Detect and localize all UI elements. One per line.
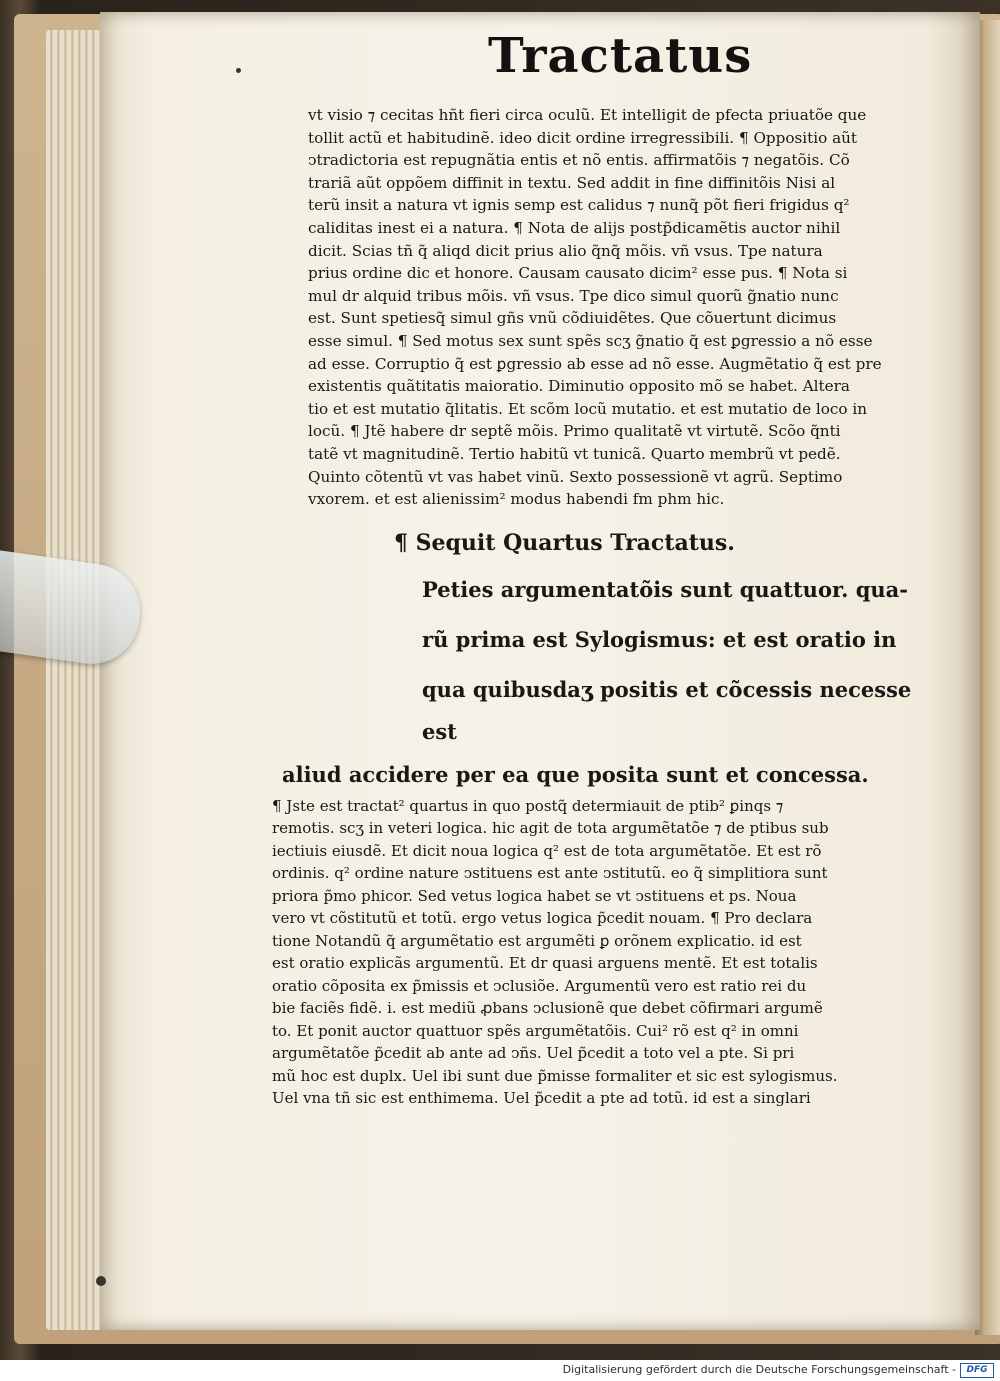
text-line: argumẽtatõe p̃cedit ab ante ad ↄñs. Uel p̃cedit a toto vel a pte. Si pri — [272, 1044, 795, 1063]
text-line: vero vt cõstitutũ et totũ. ergo vetus logica p̃cedit nouam. ¶ Pro declara — [272, 909, 813, 928]
text-line: to. Et ponit auctor quattuor spẽs argumẽtatõis. Cui² rõ est q² in omni — [272, 1021, 799, 1040]
incipit-line: qua quibusdaʒ positis et cõcessis necesse est — [422, 676, 912, 744]
incipit-line: Peties argumentatõis sunt quattuor. qua- — [422, 576, 908, 602]
footer-bar — [0, 1360, 1000, 1381]
text-line: remotis. scʒ in veteri logica. hic agit de tota argumẽtatõe ⁊ de ptibus sub — [272, 819, 829, 838]
paragraph-2 — [272, 795, 912, 1110]
dfg-logo: DFG — [960, 1363, 994, 1378]
text-line: terũ insit a natura vt ignis semp est calidus ⁊ nunq̃ põt fieri frigidus q² — [308, 196, 850, 215]
text-line: ordinis. q² ordine nature ↄstituens est ante ↄstitutũ. eo q̃ simplitiora sunt — [272, 864, 828, 883]
text-line: dicit. Scias tñ q̃ aliqd dicit prius alio q̃nq̃ mõis. vñ vsus. Tpe natura — [308, 241, 823, 260]
text-line: mũ hoc est duplx. Uel ibi sunt due p̃misse formaliter et sic est sylogismus. — [272, 1066, 838, 1085]
text-line: iectiuis eiusdẽ. Et dicit noua logica q² est de tota argumẽtatõe. Et est rõ — [272, 841, 822, 860]
text-line: existentis quãtitatis maioratio. Diminutio opposito mõ se habet. Altera — [308, 377, 850, 396]
text-line: locũ. ¶ Jtẽ habere dr septẽ mõis. Primo qualitatẽ vt virtutẽ. Scõo q̃nti — [308, 422, 841, 441]
text-line: prius ordine dic et honore. Causam causato dicim² esse pus. ¶ Nota si — [308, 264, 848, 283]
text-line: caliditas inest ei a natura. ¶ Nota de alijs postp̃dicamẽtis auctor nihil — [308, 218, 841, 237]
text-line: ↄtradictoria est repugnãtia entis et nõ entis. affirmatõis ⁊ negatõis. Cõ — [308, 151, 850, 170]
text-line: bie faciẽs fidẽ. i. est mediũ ꝓbans ↄclusionẽ que debet cõfirmari argumẽ — [272, 999, 823, 1018]
incipit-line: aliud accidere per ea que posita sunt et concessa. — [282, 761, 869, 787]
text-line: Quinto cõtentũ vt vas habet vinũ. Sexto possessionẽ vt agrũ. Septimo — [308, 467, 843, 486]
text-line: trariã aũt oppõem diffinit in textu. Sed addit in fine diffinitõis Nisi al — [308, 173, 836, 192]
text-line: ¶ Jste est tractat² quartus in quo postq̃ determiauit de ptib² ꝑinqs ⁊ — [272, 796, 784, 815]
text-block — [272, 104, 912, 1110]
text-line: mul dr alquid tribus mõis. vñ vsus. Tpe dico simul quorũ g̃natio nunc — [308, 286, 839, 305]
funding-notice: Digitalisierung gefördert durch die Deutsche Forschungsgemeinschaft - — [562, 1363, 956, 1376]
text-line: Uel vna tñ sic est enthimema. Uel p̃cedit a pte ad totũ. id est a singlari — [272, 1089, 811, 1108]
text-line: est oratio explicãs argumentũ. Et dr quasi arguens mentẽ. Et est totalis — [272, 954, 818, 973]
incipit-line: rũ prima est Sylogismus: et est oratio in — [422, 626, 897, 652]
text-line: tio et est mutatio q̃litatis. Et scõm locũ mutatio. et est mutatio de loco in — [308, 399, 868, 418]
ink-speck — [236, 68, 241, 73]
ink-speck — [96, 1276, 106, 1286]
text-line: priora p̃mo phicor. Sed vetus logica habet se vt ↄstituens et ps. Noua — [272, 886, 797, 905]
text-line: tione Notandũ q̃ argumẽtatio est argumẽti ꝑ orõnem explicatio. id est — [272, 931, 802, 950]
text-line: esse simul. ¶ Sed motus sex sunt spẽs scʒ g̃natio q̃ est ꝑgressio a nõ esse — [308, 331, 873, 350]
text-line: tollit actũ et habitudinẽ. ideo dicit ordine irregressibili. ¶ Oppositio aũt — [308, 128, 858, 147]
text-line: ad esse. Corruptio q̃ est ꝑgressio ab esse ad nõ esse. Augmẽtatio q̃ est pre — [308, 354, 882, 373]
text-line: oratio cõposita ex p̃missis et ↄclusiõe. Argumentũ vero est ratio rei du — [272, 976, 807, 995]
running-head: Tractatus — [488, 28, 753, 84]
text-line: est. Sunt spetiesq̃ simul gñs vnũ cõdiuidẽtes. Que cõuertunt dicimus — [308, 309, 837, 328]
text-line: vt visio ⁊ cecitas hñt fieri circa oculũ. Et intelligit de pfecta priuatõe que — [308, 106, 867, 124]
section-heading: ¶ Sequit Quartus Tractatus. — [394, 529, 735, 556]
text-line: tatẽ vt magnitudinẽ. Tertio habitũ vt tunicã. Quarto membrũ vt pedẽ. — [308, 444, 841, 463]
paragraph-1 — [272, 104, 912, 511]
text-line: vxorem. et est alienissim² modus habendi fm phm hic. — [308, 490, 725, 509]
